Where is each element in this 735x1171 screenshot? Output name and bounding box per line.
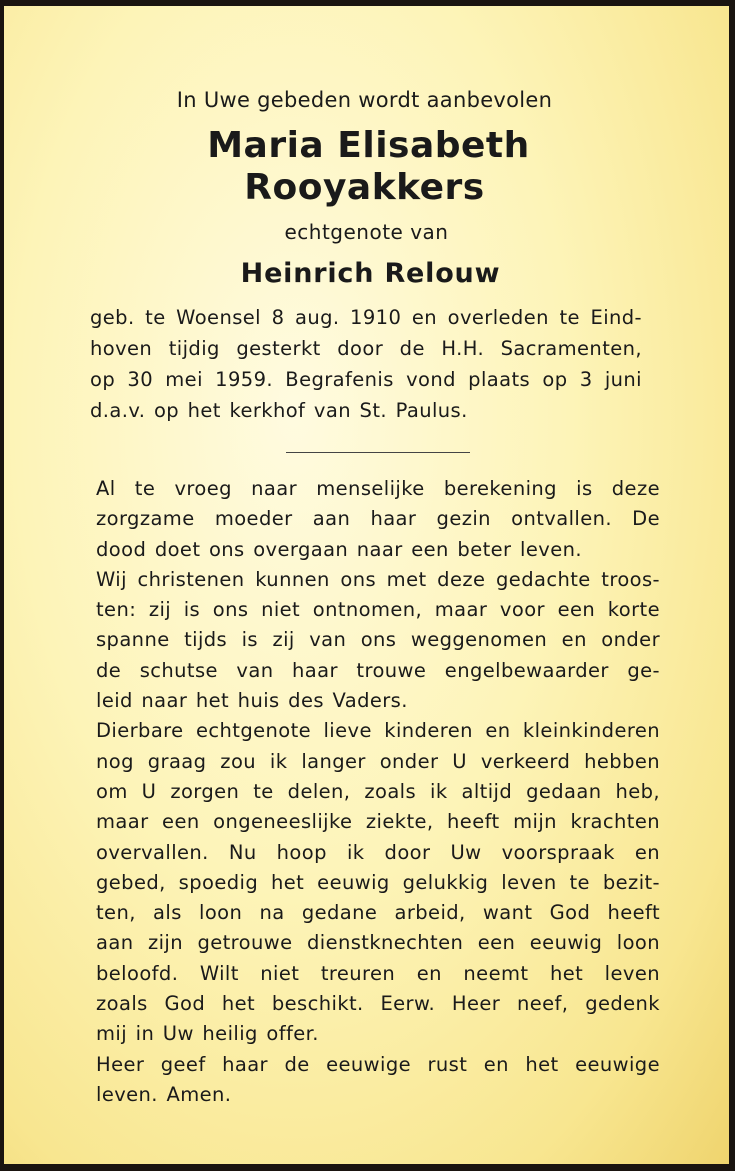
text-line: beloofd. Wilt niet treuren en neemt het leven [96,961,660,985]
text-line: zorgzame moeder aan haar gezin ontvallen. De [96,507,660,531]
intro-line: In Uwe gebeden wordt aanbevolen [176,88,553,112]
deceased-name-last: Rooyakkers [244,167,485,208]
text-line: maar een ongeneeslijke ziekte, heeft mijn krachten [96,810,660,834]
biography-paragraph [90,302,642,426]
memorial-text [96,474,660,1110]
text-line: ten: zij is ons niet ontnomen, maar voor een korte [96,598,660,622]
memorial-card [4,6,729,1164]
text-line: Dierbare echtgenote lieve kinderen en kleinkinderen [96,719,660,743]
text-line: Wij christenen kunnen ons met deze gedachte troos- [96,567,660,591]
text-line: nog graag zou ik langer onder U verkeerd hebben [96,749,660,773]
text-line: spanne tijds is zij van ons weggenomen en onder [96,628,660,652]
text-line: Heer geef haar de eeuwige rust en het eeuwige [96,1052,660,1076]
deceased-name-first: Maria Elisabeth [207,125,530,166]
bio-line: geb. te Woensel 8 aug. 1910 en overleden te Eind- [90,306,642,329]
bio-line: d.a.v. op het kerkhof van St. Paulus. [90,399,468,422]
text-line: leven. Amen. [96,1082,232,1106]
divider [286,452,470,453]
spouse-name: Heinrich Relouw [240,258,501,289]
text-line: de schutse van haar trouwe engelbewaarder ge- [96,658,660,682]
text-line: overvallen. Nu hoop ik door Uw voorspraak en [96,840,660,864]
text-line: zoals God het beschikt. Eerw. Heer neef, gedenk [96,992,660,1016]
text-line: mij in Uw heilig offer. [96,1022,319,1046]
text-line: om U zorgen te delen, zoals ik altijd gedaan heb, [96,779,660,803]
text-line: Al te vroeg naar menselijke berekening is deze [96,477,660,500]
bio-line: hoven tijdig gesterkt door de H.H. Sacramenten, [90,337,642,360]
text-line: gebed, spoedig het eeuwig gelukkig leven te bezit- [96,870,660,894]
text-line: dood doet ons overgaan naar een beter leven. [96,537,582,561]
text-line: leid naar het huis des Vaders. [96,689,408,713]
spouse-label: echtgenote van [284,220,449,244]
bio-line: op 30 mei 1959. Begrafenis vond plaats op 3 juni [90,368,642,391]
text-line: ten, als loon na gedane arbeid, want God heeft [96,901,660,925]
text-line: aan zijn getrouwe dienstknechten een eeuwig loon [96,931,660,955]
